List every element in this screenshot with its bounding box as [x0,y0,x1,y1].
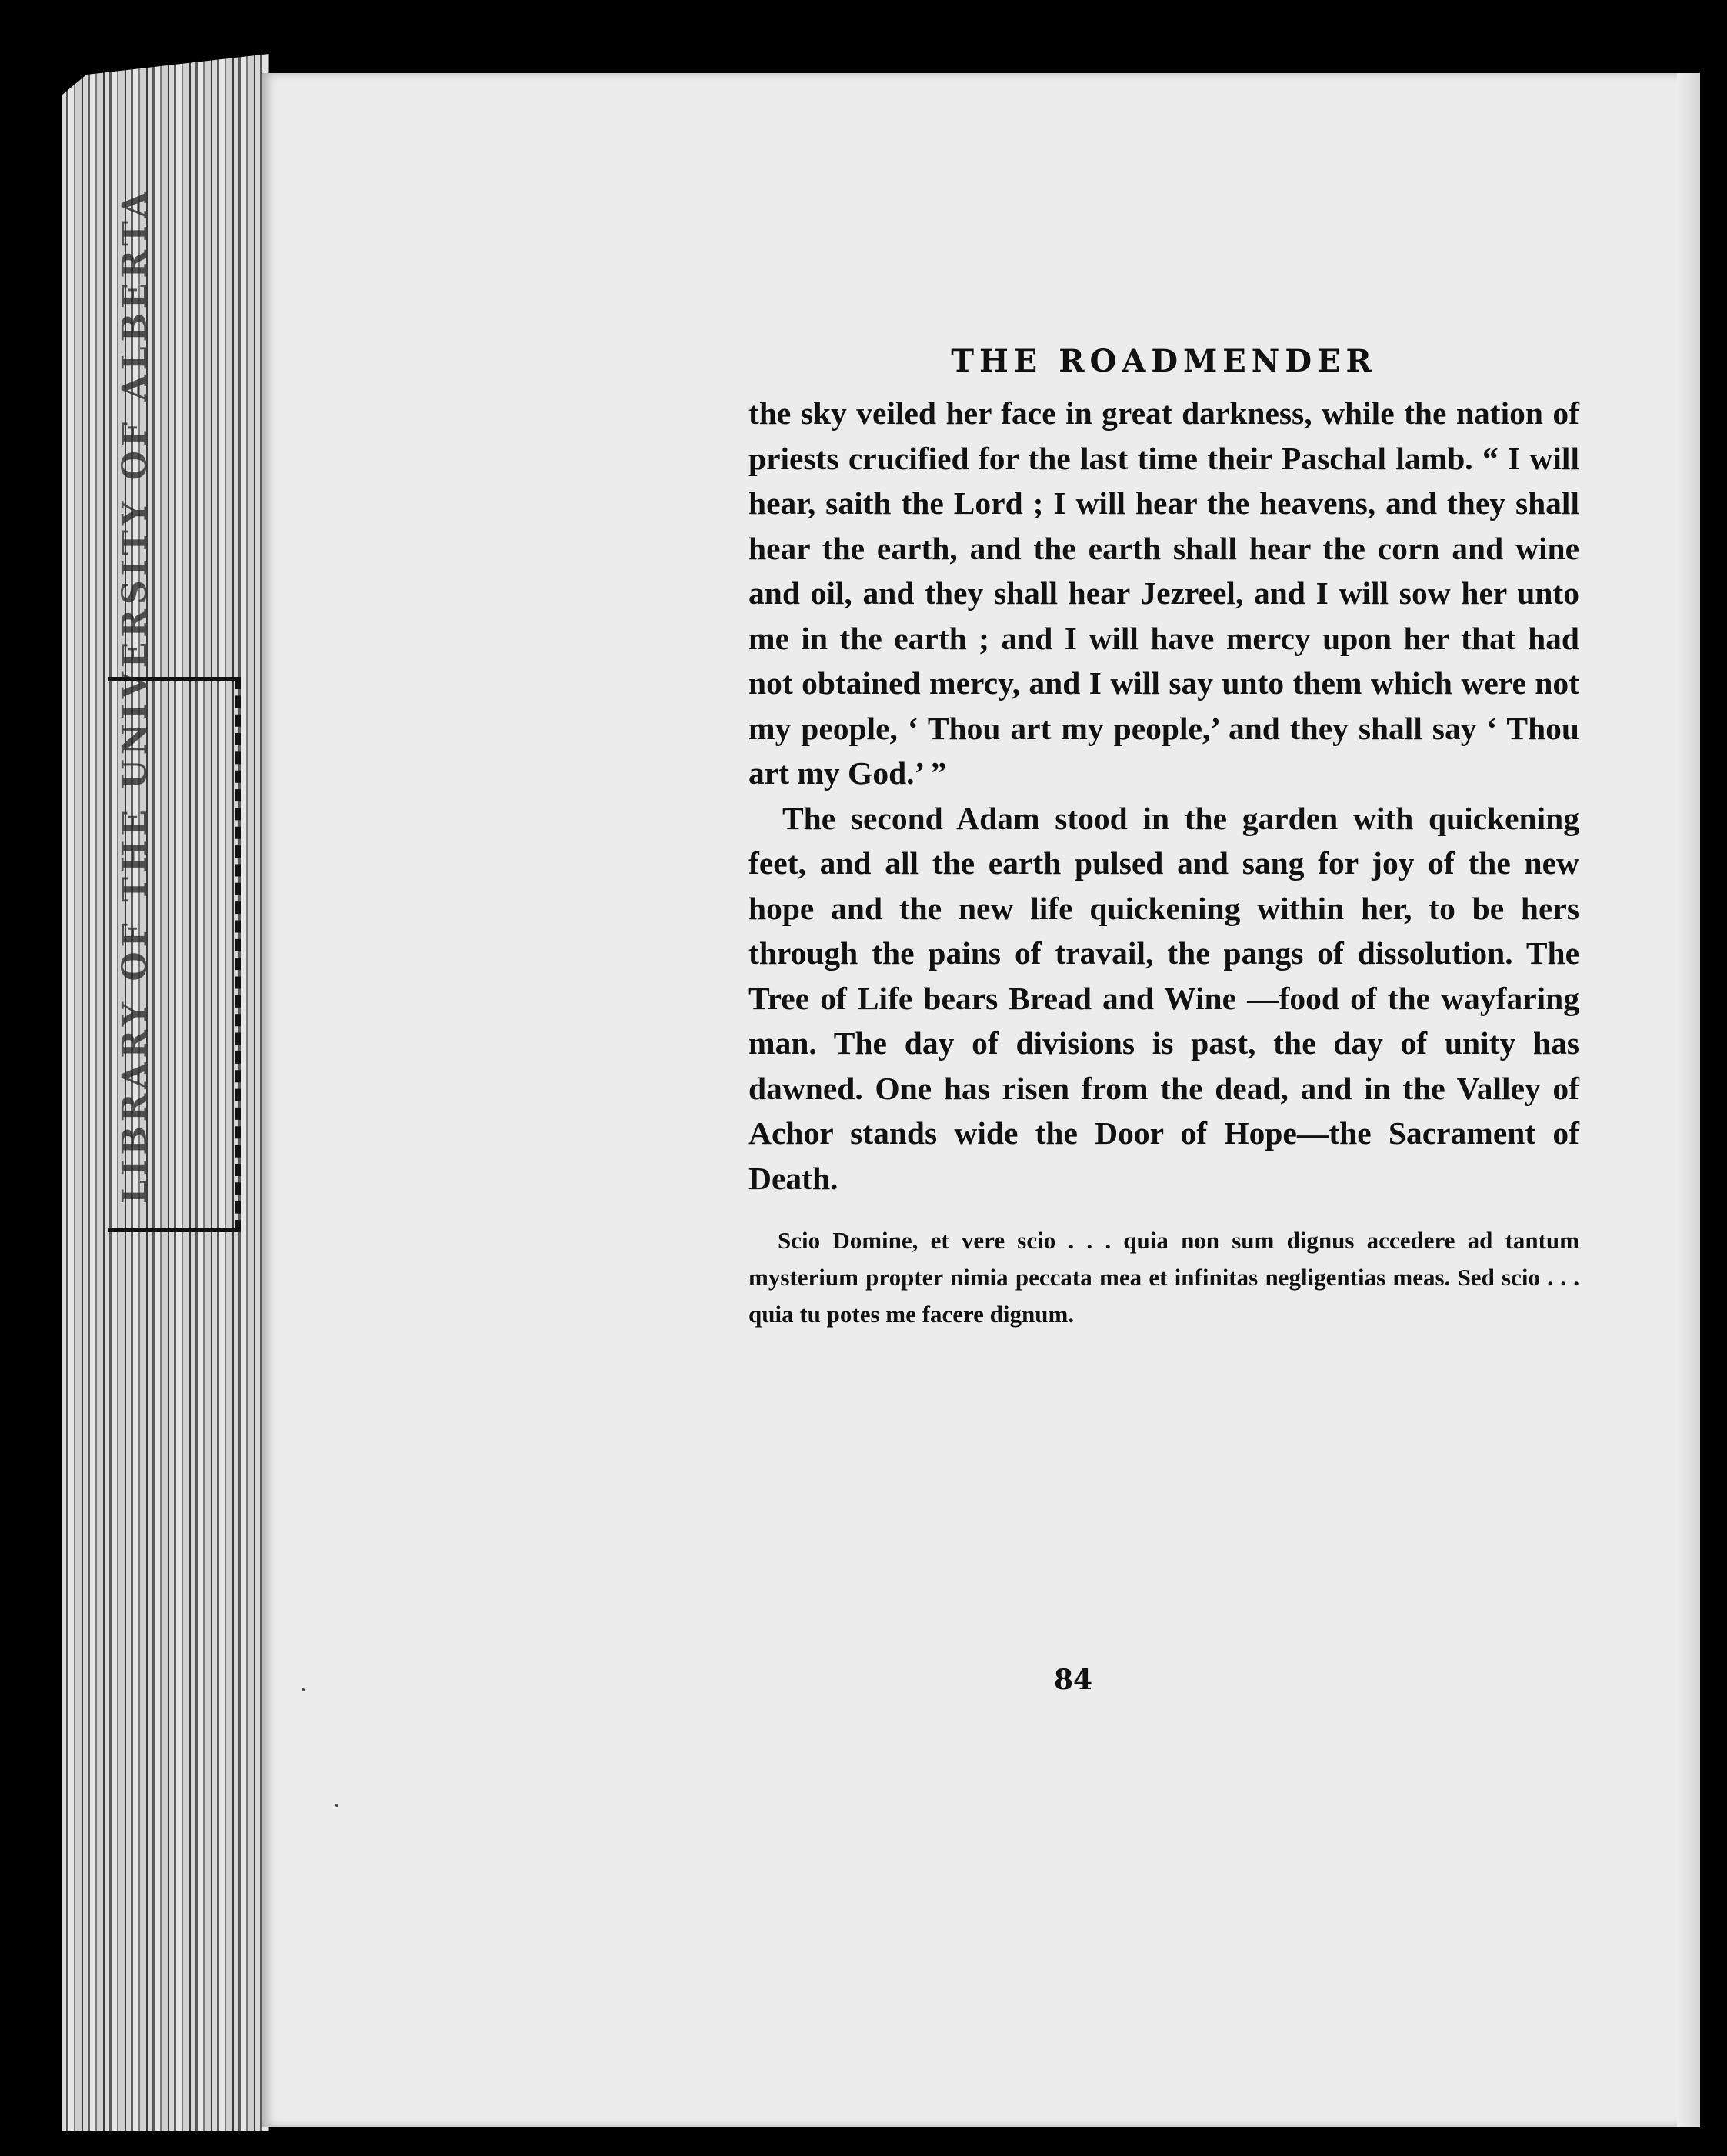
book-page [262,73,1700,2127]
page-number: 84 [1054,1664,1093,1696]
text-block [748,343,1579,1333]
running-head: THE ROADMENDER [951,343,1377,379]
scan-speck [302,1688,305,1691]
paragraph: the sky veiled her face in great darkness, while the nation of priests crucified for the last time their Paschal lamb. “ I will hear, saith the Lord ; I will hear the heavens, and they shall hear the earth, and the earth shall hear the corn and wine and oil, and they shall hear Jezreel, and I will sow her unto me in the earth ; and I will have mercy upon her that had not obtained mercy, and I will say unto them which were not my people, ‘ Thou art my people,’ and they shall say ‘ Thou art my God.’ ” [748,395,1579,791]
scan-speck [335,1804,338,1807]
latin-note: Scio Domine, et vere scio . . . quia non sum dignus accedere ad tantum mysterium propter nimia peccata mea et infinitas negligentias meas. Sed scio . . . quia tu potes me facere dignum. [748,1227,1579,1328]
paragraph: The second Adam stood in the garden with quickening feet, and all the earth pulsed and sang for joy of the new hope and the new life quickening within her, to be hers through the pains of travail, the pangs of dissolution. The Tree of Life bears Bread and Wine —food of the wayfaring man. The day of divisions is past, the day of unity has dawned. One has risen from the dead, and in the Valley of Achor stands wide the Door of Hope—the Sacrament of Death. [748,800,1579,1196]
library-stamp-text: LIBRARY OF THE UNIVERSITY OF ALBERTA [115,187,155,1204]
page-edge-shade [1677,73,1700,2127]
